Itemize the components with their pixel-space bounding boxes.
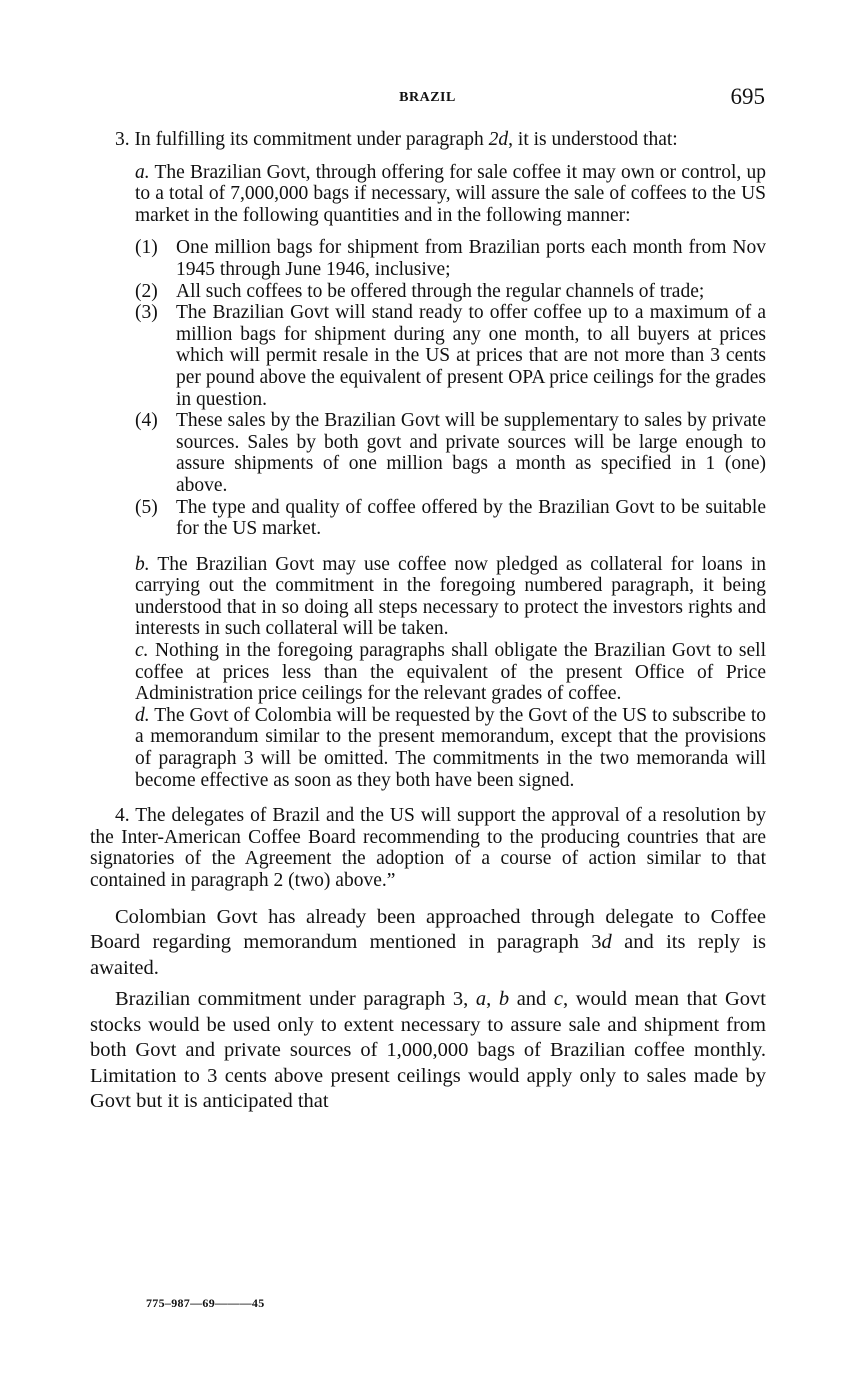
list-item-number: (5) xyxy=(135,496,158,518)
page-body xyxy=(90,129,766,1115)
subparagraph-letter: c. xyxy=(135,640,149,662)
list-item-text: The Brazilian Govt will stand ready to offer coffee up to a maximum of a million bags for shipment during any one month, to all buyers at prices which will permit resale in the US at prices that are not more than 3 cents per pound above the equivalent of present OPA price ceilings for the grades in question. xyxy=(176,302,766,410)
prose-paragraph-commitment: Brazilian commitment under paragraph 3, a, b and c, would mean that Govt stocks would be used only to extent necessary to assure sale and shipment from both Govt and private sources of 1,000,000 bags of Brazilian coffee monthly. Limitation to 3 cents above present ceilings would apply only to sales made by Govt but it is anticipated that xyxy=(90,988,766,1113)
page-number: 695 xyxy=(730,84,765,109)
running-head xyxy=(90,84,765,114)
list-item xyxy=(90,497,766,540)
numbered-list xyxy=(90,237,766,539)
paragraph-4: 4. The delegates of Brazil and the US will support the approval of a resolution by the Inter-American Coffee Board recommending to the producing countries that are signatories of the Agreement the adoption of a course of action similar to that contained in paragraph 2 (two) above.” xyxy=(90,805,766,891)
paragraph-3: 3. In fulfilling its commitment under paragraph 2d, it is understood that: xyxy=(115,129,678,150)
paragraph-reference: 2d xyxy=(488,129,509,150)
list-item-number: (4) xyxy=(135,410,158,432)
list-item-text: The type and quality of coffee offered by the Brazilian Govt to be suitable for the US market. xyxy=(176,496,766,540)
list-item-text: All such coffees to be offered through the regular channels of trade; xyxy=(176,280,705,302)
list-item-number: (3) xyxy=(135,302,158,324)
paragraph-reference: d xyxy=(601,931,612,954)
list-item xyxy=(90,237,766,280)
list-item-number: (1) xyxy=(135,237,158,259)
list-item xyxy=(90,281,766,303)
list-item-text: One million bags for shipment from Brazilian ports each month from Nov 1945 through June 1946, inclusive; xyxy=(176,237,766,280)
list-item xyxy=(90,410,766,496)
subparagraph-d: d. The Govt of Colombia will be requested by the Govt of the US to subscribe to a memorandum similar to the present memorandum, except that the provisions of paragraph 3 will be omitted. The commitments in the two memoranda will become effective as soon as they both have been signed. xyxy=(135,704,766,791)
paragraph-number: 3. xyxy=(115,129,130,150)
subparagraph-letter: a. xyxy=(135,161,150,183)
list-item-text: These sales by the Brazilian Govt will be supplementary to sales by private sources. Sales by both govt and private sources will be large enough to assure shipments of one million bags a month as specified in 1 (one) above. xyxy=(176,410,766,496)
prose-paragraph-colombia: Colombian Govt has already been approached through delegate to Coffee Board regarding memorandum mentioned in paragraph 3d and its reply is awaited. xyxy=(90,905,766,979)
list-item-number: (2) xyxy=(135,280,158,302)
subparagraph-letter: d. xyxy=(135,704,150,726)
subparagraph-c: c. Nothing in the foregoing paragraphs shall obligate the Brazilian Govt to sell coffee at prices less than the equivalent of the present Office of Price Administration price ceilings for the relevant grades of coffee. xyxy=(135,640,766,705)
running-title: BRAZIL xyxy=(399,90,456,105)
subparagraph-letter: b. xyxy=(135,553,150,575)
subparagraph-b: b. The Brazilian Govt may use coffee now pledged as collateral for loans in carrying out the commitment in the foregoing numbered paragraph, it being understood that in so doing all steps necessary to protect the investors rights and interests in such collateral will be taken. xyxy=(135,553,766,640)
printer-imprint: 775–987—69———45 xyxy=(146,1296,265,1310)
list-item xyxy=(90,302,766,410)
subparagraph-a: a. The Brazilian Govt, through offering for sale coffee it may own or control, up to a total of 7,000,000 bags if necessary, will assure the sale of coffees to the US market in the following quantities and in the following manner: xyxy=(135,161,766,226)
